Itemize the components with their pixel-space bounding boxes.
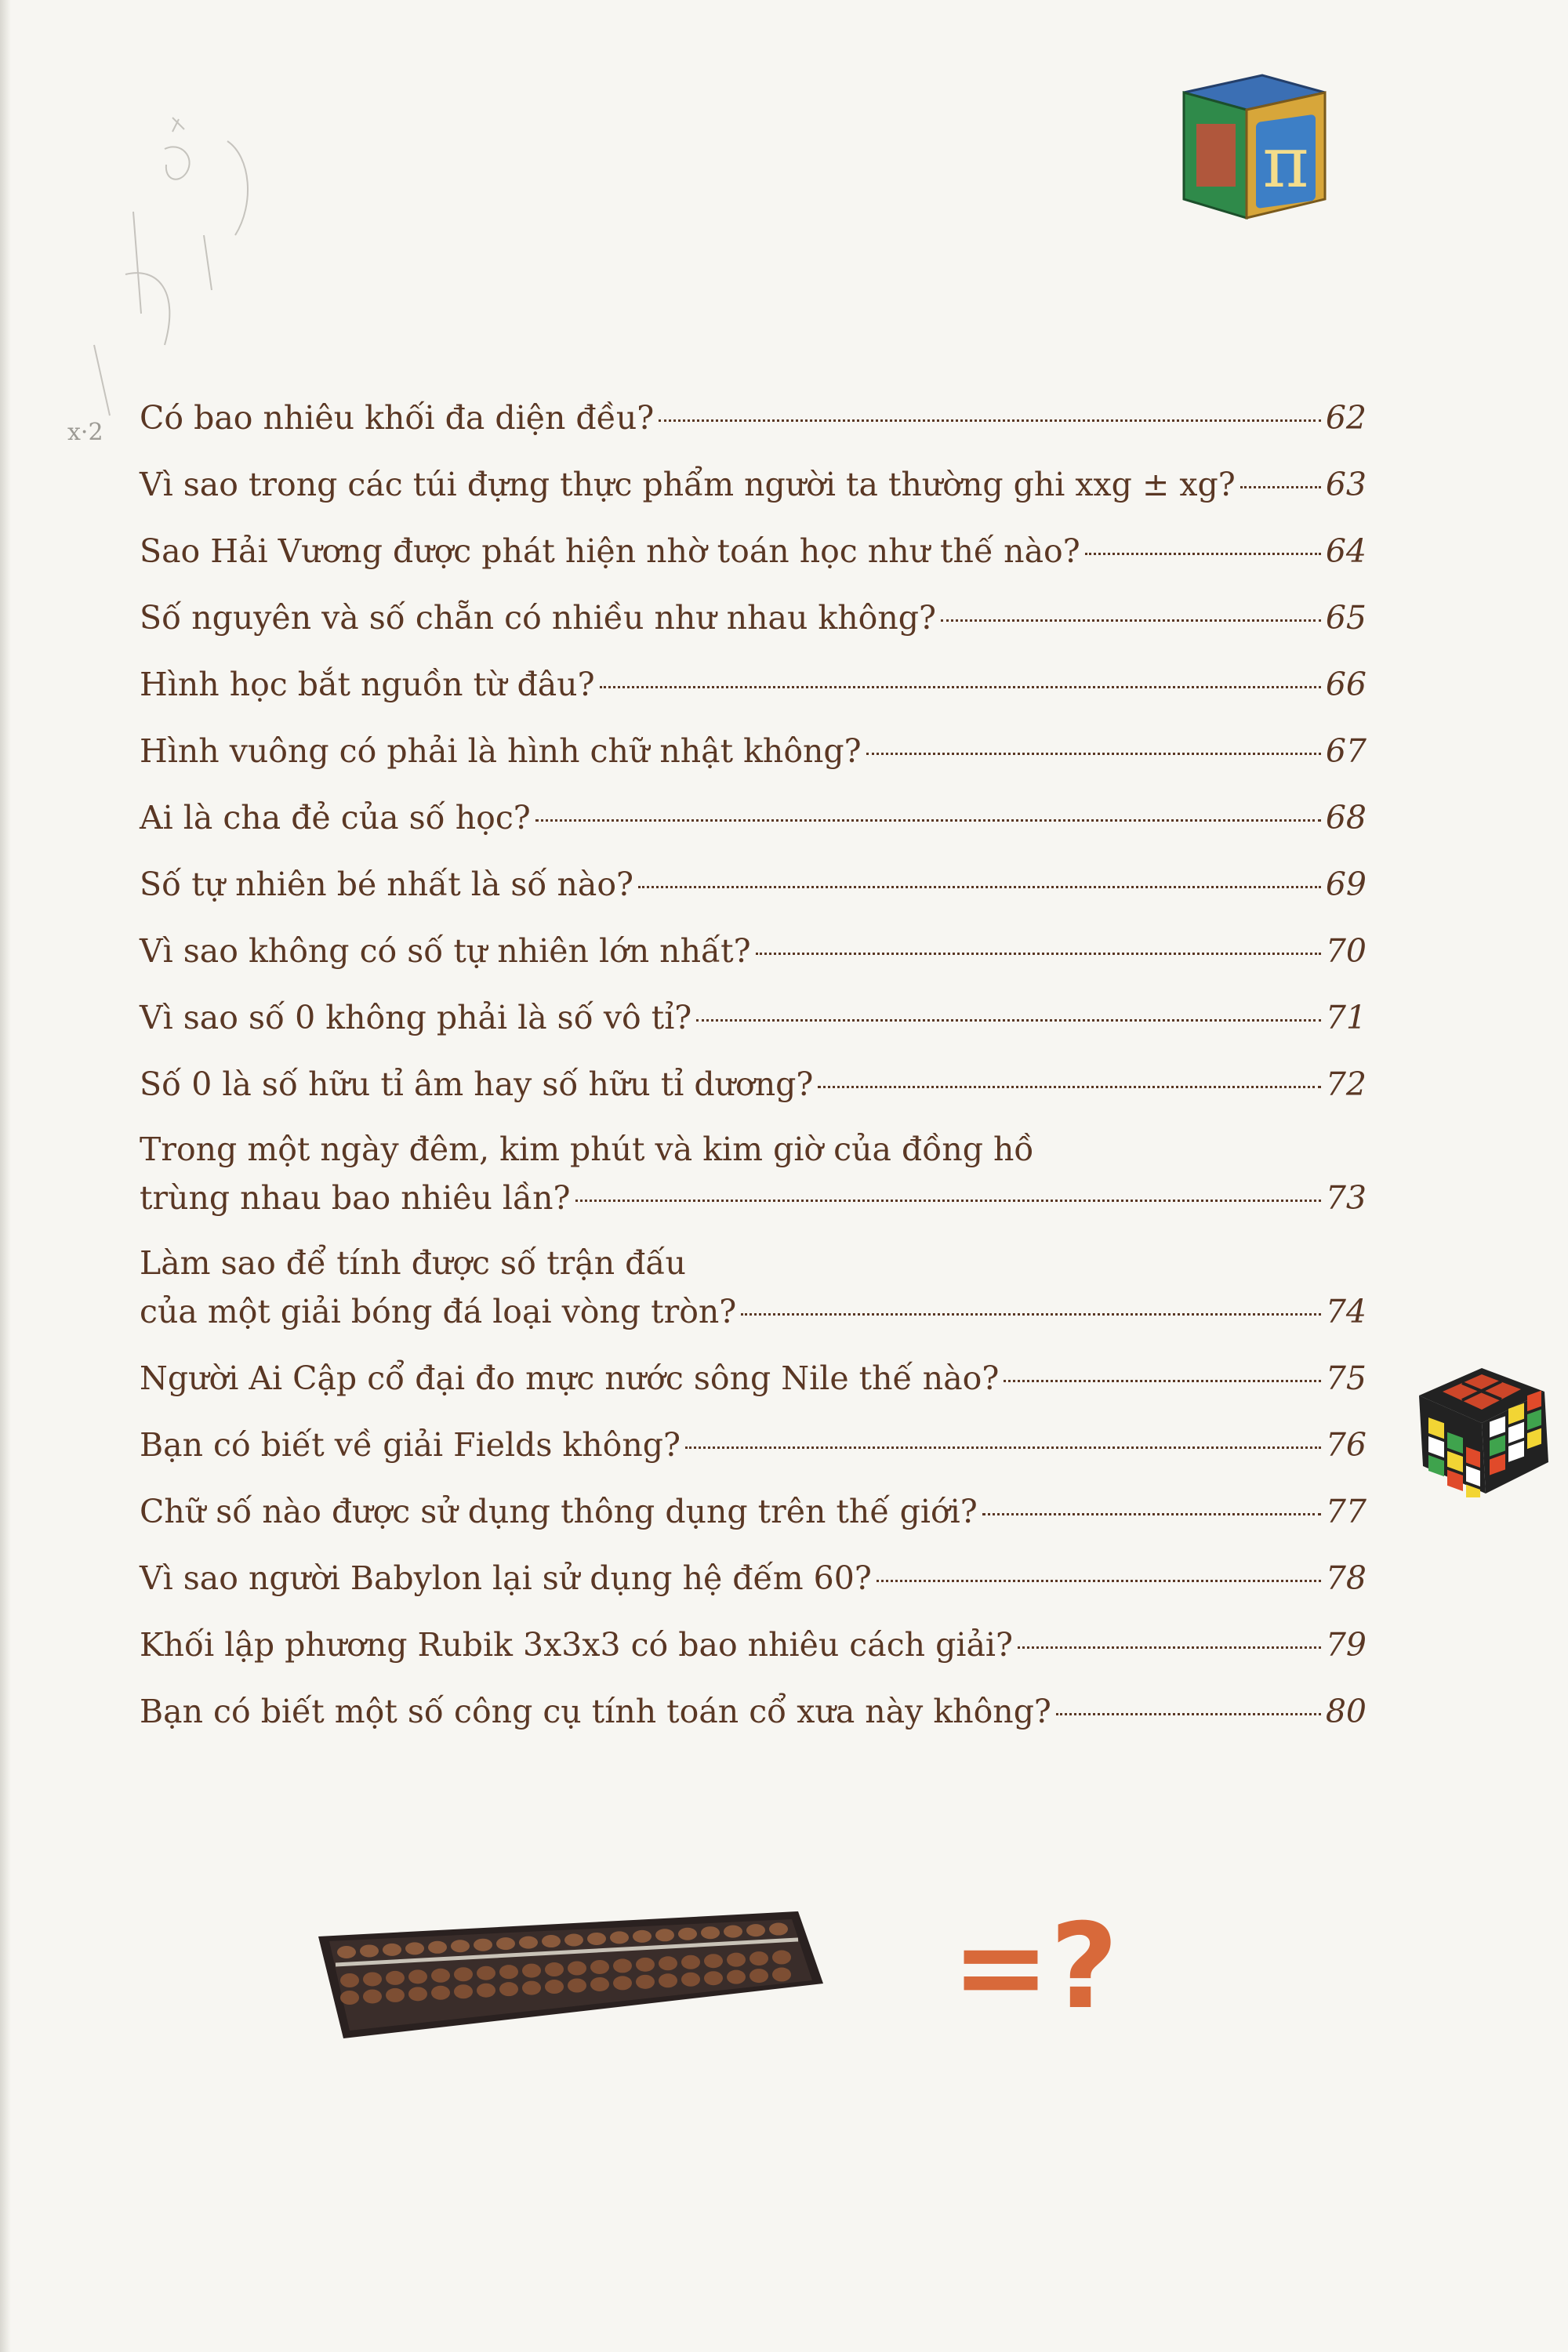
toc-page-number: 78: [1325, 1559, 1367, 1597]
abacus-bead: [746, 1924, 765, 1936]
toc-entry-title: Có bao nhiêu khối đa diện đều?: [140, 398, 655, 437]
toc-entry: [140, 1051, 1367, 1117]
toc-page-number: 79: [1325, 1625, 1367, 1664]
abacus-bead: [681, 1955, 700, 1969]
toc-row: [140, 1353, 1367, 1403]
toc-page-number: 75: [1325, 1359, 1367, 1397]
toc-page-number: 72: [1325, 1065, 1367, 1103]
toc-page-number: 68: [1325, 798, 1367, 837]
toc-page-number: 70: [1325, 931, 1367, 970]
toc-row: [140, 926, 1367, 976]
dot-leader: [1004, 1380, 1321, 1382]
abacus-bead: [590, 1977, 609, 1991]
toc-entry: [140, 517, 1367, 584]
dot-leader: [535, 819, 1321, 822]
toc-entry: [140, 1544, 1367, 1611]
abacus-bead: [750, 1969, 768, 1983]
toc-entry-title: Sao Hải Vương được phát hiện nhờ toán học như thế nào?: [140, 532, 1080, 570]
abacus-bead: [769, 1923, 788, 1936]
dot-leader: [685, 1446, 1321, 1449]
toc-entry-title: Bạn có biết về giải Fields không?: [140, 1425, 681, 1464]
toc-row: [140, 1486, 1367, 1537]
abacus-bead: [772, 1951, 791, 1965]
pencil-sketch-icon: [47, 86, 282, 423]
abacus-bead: [386, 1971, 405, 1985]
abacus-bead: [454, 1984, 473, 1998]
dot-leader: [1018, 1646, 1321, 1649]
toc-entry: [140, 984, 1367, 1051]
toc-row: [140, 1420, 1367, 1470]
dot-leader: [866, 753, 1321, 755]
abacus-bead: [681, 1973, 700, 1987]
toc-page-number: 76: [1325, 1425, 1367, 1464]
abacus-bead: [704, 1954, 723, 1968]
abacus-bead: [408, 1987, 427, 2001]
abacus-bead: [772, 1968, 791, 1982]
toc-page-number: 62: [1325, 398, 1367, 437]
toc-page-number: 77: [1325, 1492, 1367, 1530]
toc-page-number: 73: [1325, 1178, 1367, 1217]
toc-entry-title: Vì sao trong các túi đựng thực phẩm người ta thường ghi xxg ± xg?: [140, 465, 1236, 503]
dot-leader: [696, 1019, 1321, 1022]
abacus-bead: [496, 1937, 515, 1950]
toc-entry-title: Khối lập phương Rubik 3x3x3 có bao nhiêu cách giải?: [140, 1625, 1013, 1664]
toc-entry-title: Chữ số nào được sử dụng thông dụng trên thế giới?: [140, 1492, 978, 1530]
toc-entry: [140, 1478, 1367, 1544]
abacus-bead: [451, 1940, 470, 1952]
toc-entry: [140, 1411, 1367, 1478]
dot-leader: [1240, 486, 1321, 488]
abacus-bead: [568, 1962, 586, 1976]
abacus-bead: [655, 1929, 674, 1941]
abacus-bead: [636, 1958, 655, 1972]
dot-leader: [659, 419, 1321, 422]
equation-text: =?: [951, 1901, 1119, 2027]
abacus-bead: [454, 1967, 473, 1981]
abacus-bead: [659, 1956, 677, 1970]
abacus-icon: [312, 1905, 829, 2046]
toc-entry-title: Hình học bắt nguồn từ đâu?: [140, 665, 595, 703]
pi-block-icon: [1168, 61, 1333, 226]
toc-entry-title-line: Trong một ngày đêm, kim phút và kim giờ của đồng hồ: [140, 1130, 1034, 1168]
toc-row: [140, 393, 1367, 443]
abacus-bead: [704, 1971, 723, 1985]
toc-entry-title: Người Ai Cập cổ đại đo mực nước sông Nile thế nào?: [140, 1359, 1000, 1397]
toc-entry: [140, 1678, 1367, 1744]
toc-entry: [140, 1231, 1367, 1345]
toc-row: [140, 1620, 1367, 1670]
abacus-bead: [727, 1970, 746, 1984]
dot-leader: [756, 953, 1321, 955]
abacus-bead: [383, 1944, 401, 1956]
toc-entry-title: Số tự nhiên bé nhất là số nào?: [140, 865, 633, 903]
dot-leader: [982, 1513, 1321, 1515]
abacus-bead: [340, 1973, 359, 1987]
abacus-bead: [545, 1980, 564, 1994]
toc-entry: [140, 1345, 1367, 1411]
equals-question-icon: [933, 1901, 1137, 2027]
toc-entry-title: Vì sao không có số tự nhiên lớn nhất?: [140, 931, 751, 970]
dot-leader: [741, 1313, 1321, 1316]
abacus-bead: [545, 1962, 564, 1976]
abacus-bead: [701, 1926, 720, 1939]
abacus-bead: [633, 1930, 652, 1943]
toc-entry-title: trùng nhau bao nhiêu lần?: [140, 1178, 571, 1217]
rubik-cube-icon: [1411, 1341, 1568, 1497]
toc-page-number: 80: [1325, 1692, 1367, 1730]
abacus-bead: [678, 1928, 697, 1940]
toc-row: [140, 526, 1367, 576]
toc-row: [140, 993, 1367, 1043]
table-of-contents: [140, 384, 1367, 1744]
toc-entry-title: Ai là cha đẻ của số học?: [140, 798, 531, 837]
abacus-bead: [587, 1933, 606, 1945]
abacus-bead: [386, 1988, 405, 2002]
toc-entry: [140, 917, 1367, 984]
abacus-bead: [568, 1979, 586, 1993]
abacus-bead: [727, 1953, 746, 1967]
abacus-bead: [408, 1969, 427, 1984]
toc-row: [140, 459, 1367, 510]
abacus-bead: [610, 1931, 629, 1944]
abacus-bead: [522, 1964, 541, 1978]
abacus-bead: [428, 1941, 447, 1954]
abacus-bead: [750, 1951, 768, 1965]
dot-leader: [638, 886, 1321, 888]
scan-mark: x·2: [67, 419, 103, 446]
toc-entry: [140, 851, 1367, 917]
dot-leader: [575, 1200, 1321, 1202]
abacus-bead: [360, 1944, 379, 1957]
dot-leader: [818, 1086, 1320, 1088]
toc-page-number: 67: [1325, 731, 1367, 770]
toc-entry: [140, 1611, 1367, 1678]
abacus-bead: [499, 1965, 518, 1979]
abacus-bead: [477, 1984, 495, 1998]
toc-entry-title: Số nguyên và số chẵn có nhiều như nhau không?: [140, 598, 936, 637]
abacus-bead: [405, 1942, 424, 1955]
abacus-bead: [363, 1972, 382, 1986]
dot-leader: [600, 686, 1321, 688]
abacus-bead: [499, 1982, 518, 1996]
toc-entry-title: của một giải bóng đá loại vòng tròn?: [140, 1292, 737, 1330]
dot-leader: [941, 619, 1321, 622]
abacus-bead: [613, 1958, 632, 1973]
abacus-bead: [474, 1939, 492, 1951]
abacus-bead: [522, 1981, 541, 1995]
toc-entry: [140, 384, 1367, 451]
toc-entry-title-line: Làm sao để tính được số trận đấu: [140, 1243, 686, 1282]
abacus-bead: [636, 1975, 655, 1989]
toc-entry: [140, 784, 1367, 851]
toc-row: [140, 659, 1367, 710]
toc-row: [140, 859, 1367, 909]
toc-page-number: 63: [1325, 465, 1367, 503]
abacus-bead: [363, 1989, 382, 2003]
abacus-bead: [590, 1960, 609, 1974]
toc-entry: [140, 1117, 1367, 1231]
pi-symbol: π: [1262, 122, 1309, 204]
toc-row: [140, 593, 1367, 643]
toc-entry: [140, 651, 1367, 717]
toc-row: [140, 1287, 1367, 1337]
abacus-bead: [542, 1935, 561, 1947]
toc-entry-title: Vì sao người Babylon lại sử dụng hệ đếm 60?: [140, 1559, 872, 1597]
toc-entry-title: Hình vuông có phải là hình chữ nhật không?: [140, 731, 862, 770]
toc-page-number: 65: [1325, 598, 1367, 637]
abacus-bead: [613, 1976, 632, 1990]
toc-row: [140, 1059, 1367, 1109]
toc-page-number: 74: [1325, 1292, 1367, 1330]
toc-entry-title: Vì sao số 0 không phải là số vô tỉ?: [140, 998, 692, 1036]
toc-row: [140, 1686, 1367, 1737]
abacus-bead: [431, 1969, 450, 1983]
toc-page-number: 69: [1325, 865, 1367, 903]
abacus-bead: [519, 1936, 538, 1949]
toc-page-number: 66: [1325, 665, 1367, 703]
page-edge-shadow: [0, 0, 11, 2352]
toc-page-number: 71: [1325, 998, 1367, 1036]
dot-leader: [877, 1580, 1321, 1582]
toc-entry-title: Bạn có biết một số công cụ tính toán cổ xưa này không?: [140, 1692, 1051, 1730]
abacus-bead: [477, 1966, 495, 1980]
toc-entry: [140, 584, 1367, 651]
toc-row: [140, 793, 1367, 843]
toc-entry: [140, 451, 1367, 517]
abacus-bead: [340, 1991, 359, 2005]
toc-entry: [140, 717, 1367, 784]
dot-leader: [1085, 553, 1321, 555]
toc-entry-title: Số 0 là số hữu tỉ âm hay số hữu tỉ dương?: [140, 1065, 814, 1103]
toc-row: [140, 1173, 1367, 1223]
toc-row: [140, 726, 1367, 776]
toc-row: [140, 1553, 1367, 1603]
abacus-bead: [564, 1934, 583, 1947]
abacus-bead: [337, 1946, 356, 1958]
abacus-bead: [431, 1986, 450, 2000]
toc-page-number: 64: [1325, 532, 1367, 570]
abacus-bead: [724, 1926, 742, 1938]
dot-leader: [1056, 1713, 1321, 1715]
abacus-bead: [659, 1973, 677, 1987]
